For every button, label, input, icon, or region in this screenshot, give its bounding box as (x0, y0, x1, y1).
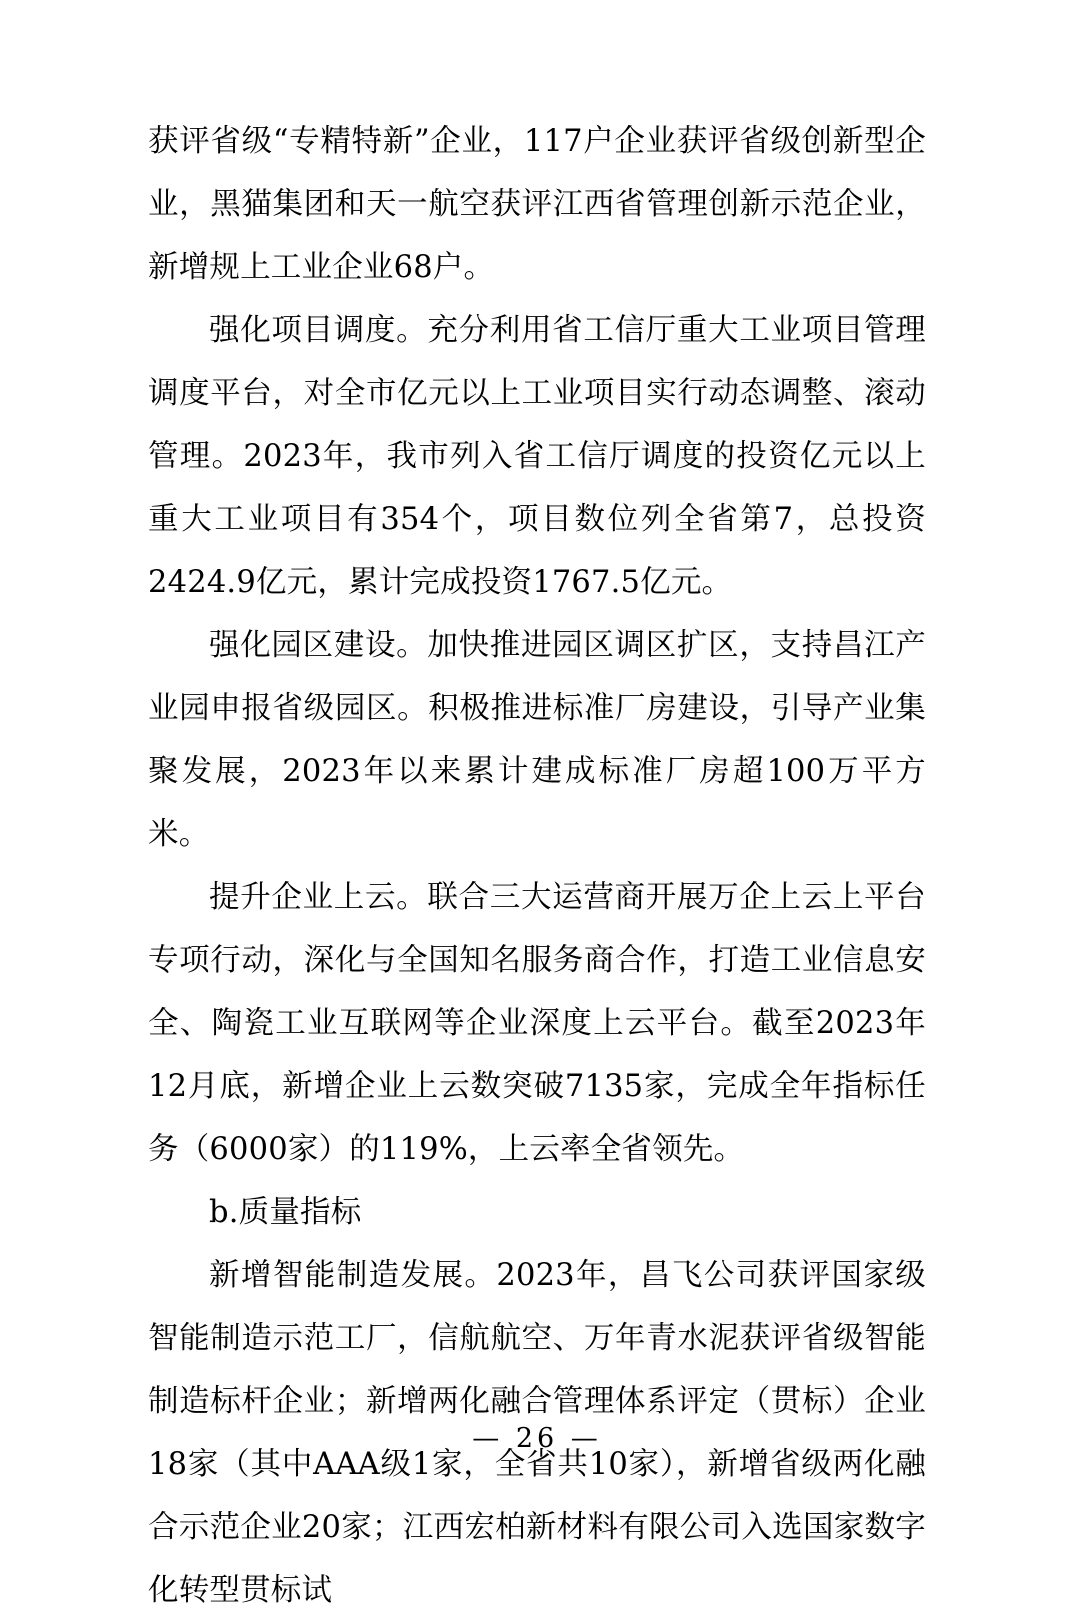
heading-quality-indicators: b.质量指标 (209, 1195, 362, 1230)
paragraph-smart-manufacturing: 新增智能制造发展。2023年，昌飞公司获评国家级智能制造示范工厂，信航航空、万年青水泥获评省级智能制造标杆企业；新增两化融合管理体系评定（贯标）企业18家（其中AAA级1家，全省共10家），新增省级两化融合示范企业20家；江西宏柏新材料有限公司入选国家数字化转型贯标试 (148, 1258, 926, 1608)
paragraph-project-scheduling: 强化项目调度。充分利用省工信厅重大工业项目管理调度平台，对全市亿元以上工业项目实行动态调整、滚动管理。2023年，我市列入省工信厅调度的投资亿元以上重大工业项目有354个，项目数位列全省第7，总投资2424.9亿元，累计完成投资1767.5亿元。 (148, 313, 926, 600)
document-body (148, 110, 926, 1622)
page-number: — 26 — (472, 1423, 602, 1454)
paragraph-park-construction: 强化园区建设。加快推进园区调区扩区，支持昌江产业园申报省级园区。积极推进标准厂房建设，引导产业集聚发展，2023年以来累计建成标准厂房超100万平方米。 (148, 628, 926, 852)
paragraph-enterprise-cloud: 提升企业上云。联合三大运营商开展万企上云上平台专项行动，深化与全国知名服务商合作，打造工业信息安全、陶瓷工业互联网等企业深度上云平台。截至2023年12月底，新增企业上云数突破7135家，完成全年指标任务（6000家）的119%，上云率全省领先。 (148, 880, 926, 1167)
paragraph-specialized-enterprises: 获评省级“专精特新”企业，117户企业获评省级创新型企业，黑猫集团和天一航空获评江西省管理创新示范企业，新增规上工业企业68户。 (148, 124, 926, 285)
